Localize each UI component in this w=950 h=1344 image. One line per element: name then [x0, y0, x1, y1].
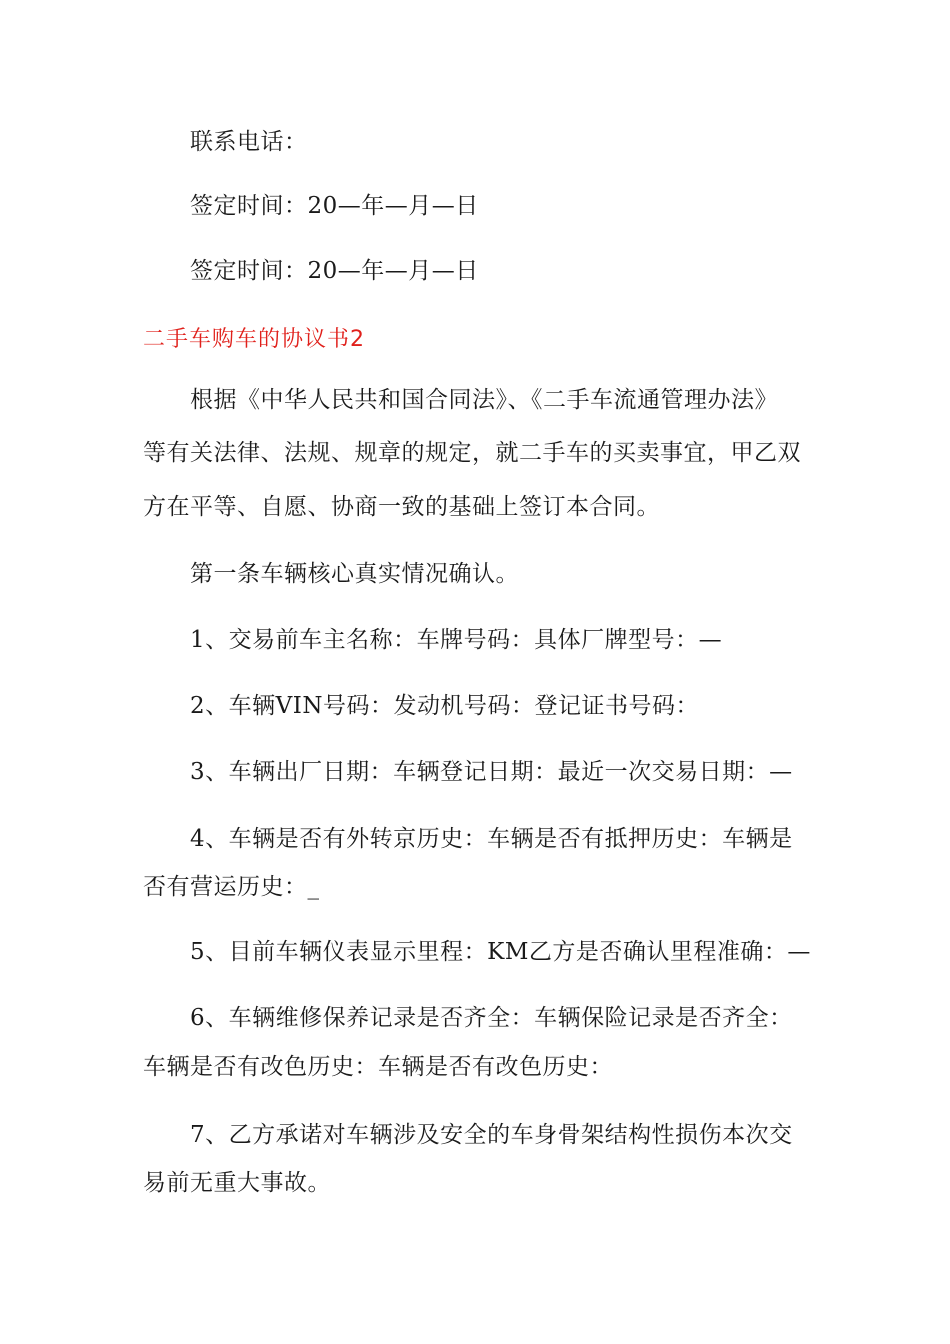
item-7-line-2: 易前无重大事故。: [143, 1170, 331, 1196]
intro-line-3: 方在平等、自愿、协商一致的基础上签订本合同。: [143, 494, 660, 520]
intro-line-1: 根据《中华人民共和国合同法》、《二手车流通管理办法》: [190, 387, 778, 413]
item-7-line-1: 7、乙方承诺对车辆涉及安全的车身骨架结构性损伤本次交: [190, 1122, 793, 1148]
item-1-line-1: 1、交易前车主名称：车牌号码：具体厂牌型号：—: [190, 627, 723, 653]
item-6-line-2: 车辆是否有改色历史：车辆是否有改色历史：: [143, 1054, 613, 1080]
article-title: 第一条车辆核心真实情况确认。: [190, 561, 519, 587]
item-2-line-1: 2、车辆VIN号码：发动机号码：登记证书号码：: [190, 693, 699, 719]
item-4-line-2: 否有营运历史：_: [143, 874, 320, 900]
item-4-line-1: 4、车辆是否有外转京历史：车辆是否有抵押历史：车辆是: [190, 826, 793, 852]
contact-phone-line: 联系电话：: [190, 129, 308, 155]
item-5-line-1: 5、目前车辆仪表显示里程：KM乙方是否确认里程准确：—: [190, 939, 811, 965]
item-6-line-1: 6、车辆维修保养记录是否齐全：车辆保险记录是否齐全：: [190, 1005, 793, 1031]
sign-date-line-2: 签定时间：20—年—月—日: [190, 258, 479, 284]
sign-date-line-1: 签定时间：20—年—月—日: [190, 193, 479, 219]
item-3-line-1: 3、车辆出厂日期：车辆登记日期：最近一次交易日期：—: [190, 759, 793, 785]
intro-line-2: 等有关法律、法规、规章的规定，就二手车的买卖事宜，甲乙双: [143, 440, 801, 466]
section-heading: 二手车购车的协议书2: [143, 327, 365, 352]
